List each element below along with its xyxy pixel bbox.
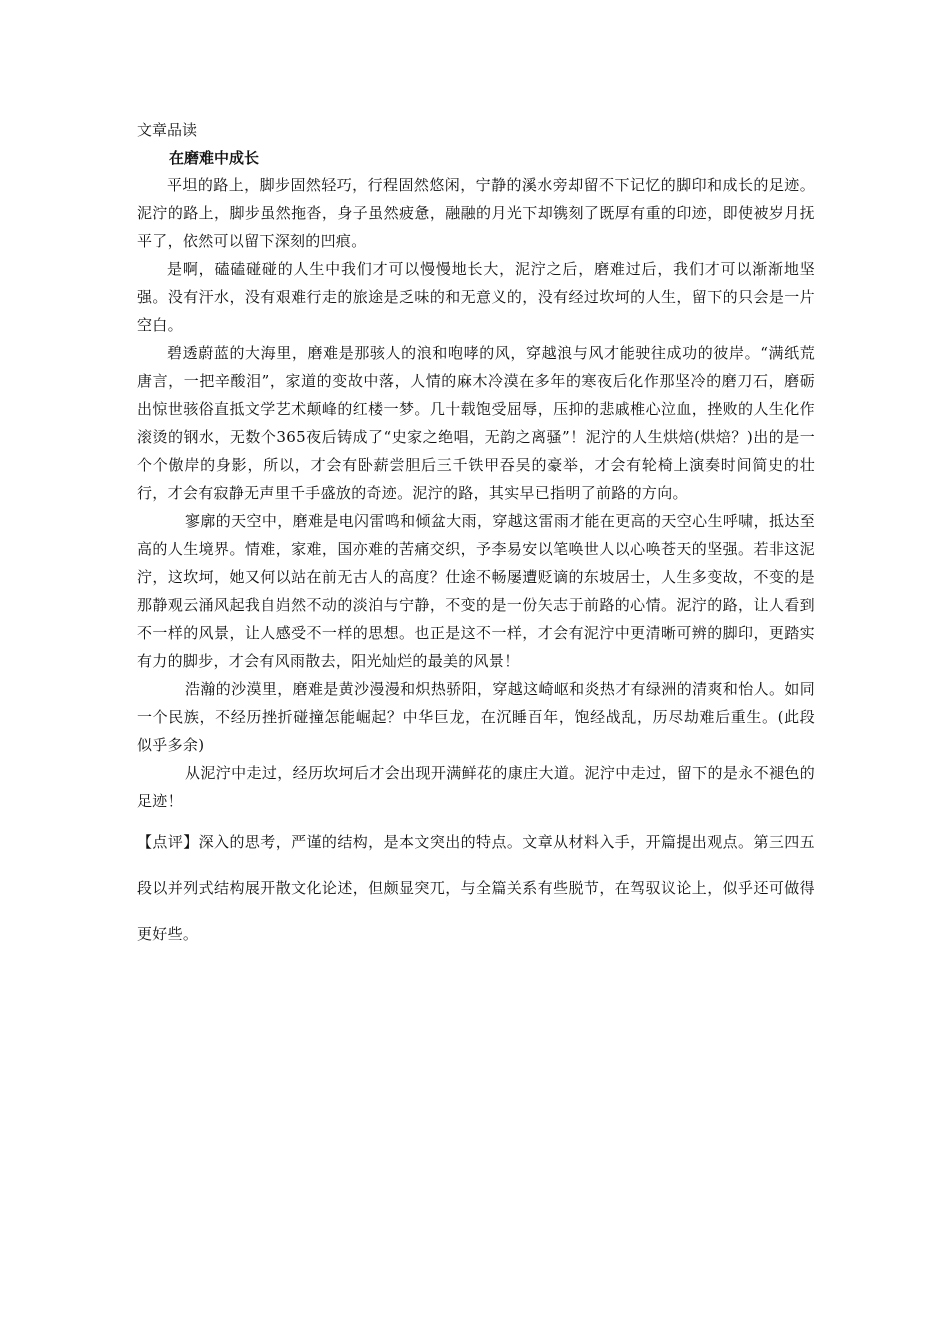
document-page [137,118,815,957]
paragraph-3: 碧透蔚蓝的大海里，磨难是那骇人的浪和咆哮的风，穿越浪与风才能驶往成功的彼岸。“满纸荒唐言，一把辛酸泪”，家道的变故中落，人情的麻木冷漠在多年的寒夜后化作那坚冷的磨刀石，磨砺出惊世骇俗直抵文学艺术颠峰的红楼一梦。几十载饱受屈辱，压抑的悲戚椎心泣血，挫败的人生化作滚烫的钢水，无数个365夜后铸成了“史家之绝唱，无韵之离骚”！泥泞的人生烘焙(烘焙？)出的是一个个傲岸的身影，所以，才会有卧薪尝胆后三千铁甲吞吴的豪举，才会有轮椅上演奏时间简史的壮行，才会有寂静无声里千手盛放的奇迹。泥泞的路，其实早已指明了前路的方向。 [137,344,815,502]
review-comment: 【点评】深入的思考，严谨的结构，是本文突出的特点。文章从材料入手，开篇提出观点。第三四五段以并列式结构展开散文化论述，但颇显突兀，与全篇关系有些脱节，在驾驭议论上，似乎还可做得更好些。 [137,833,815,943]
section-label: 文章品读 [137,121,198,139]
paragraph-6: 从泥泞中走过，经历坎坷后才会出现开满鲜花的康庄大道。泥泞中走过，留下的是永不褪色的足迹！ [137,764,815,810]
essay-title: 在磨难中成长 [169,149,260,167]
paragraph-4: 寥廓的天空中，磨难是电闪雷鸣和倾盆大雨，穿越这雷雨才能在更高的天空心生呼啸，抵达至高的人生境界。情难，家难，国亦难的苦痛交织，予李易安以笔唤世人以心唤苍天的坚强。若非这泥泞，这坎坷，她又何以站在前无古人的高度？仕途不畅屡遭贬谪的东坡居士，人生多变故，不变的是那静观云涌风起我自岿然不动的淡泊与宁静，不变的是一份矢志于前路的心情。泥泞的路，让人看到不一样的风景，让人感受不一样的思想。也正是这不一样，才会有泥泞中更清晰可辨的脚印，更踏实有力的脚步，才会有风雨散去，阳光灿烂的最美的风景！ [137,512,815,670]
paragraph-2: 是啊，磕磕碰碰的人生中我们才可以慢慢地长大，泥泞之后，磨难过后，我们才可以渐渐地坚强。没有汗水，没有艰难行走的旅途是乏味的和无意义的，没有经过坎坷的人生，留下的只会是一片空白。 [137,260,815,334]
paragraph-5: 浩瀚的沙漠里，磨难是黄沙漫漫和炽热骄阳，穿越这崎岖和炎热才有绿洲的清爽和怡人。如同一个民族，不经历挫折碰撞怎能崛起？中华巨龙，在沉睡百年，饱经战乱，历尽劫难后重生。(此段似乎多余) [137,680,815,754]
paragraph-1: 平坦的路上，脚步固然轻巧，行程固然悠闲，宁静的溪水旁却留不下记忆的脚印和成长的足迹。泥泞的路上，脚步虽然拖沓，身子虽然疲惫，融融的月光下却镌刻了既厚有重的印迹，即使被岁月抚平了，依然可以留下深刻的凹痕。 [137,176,815,250]
